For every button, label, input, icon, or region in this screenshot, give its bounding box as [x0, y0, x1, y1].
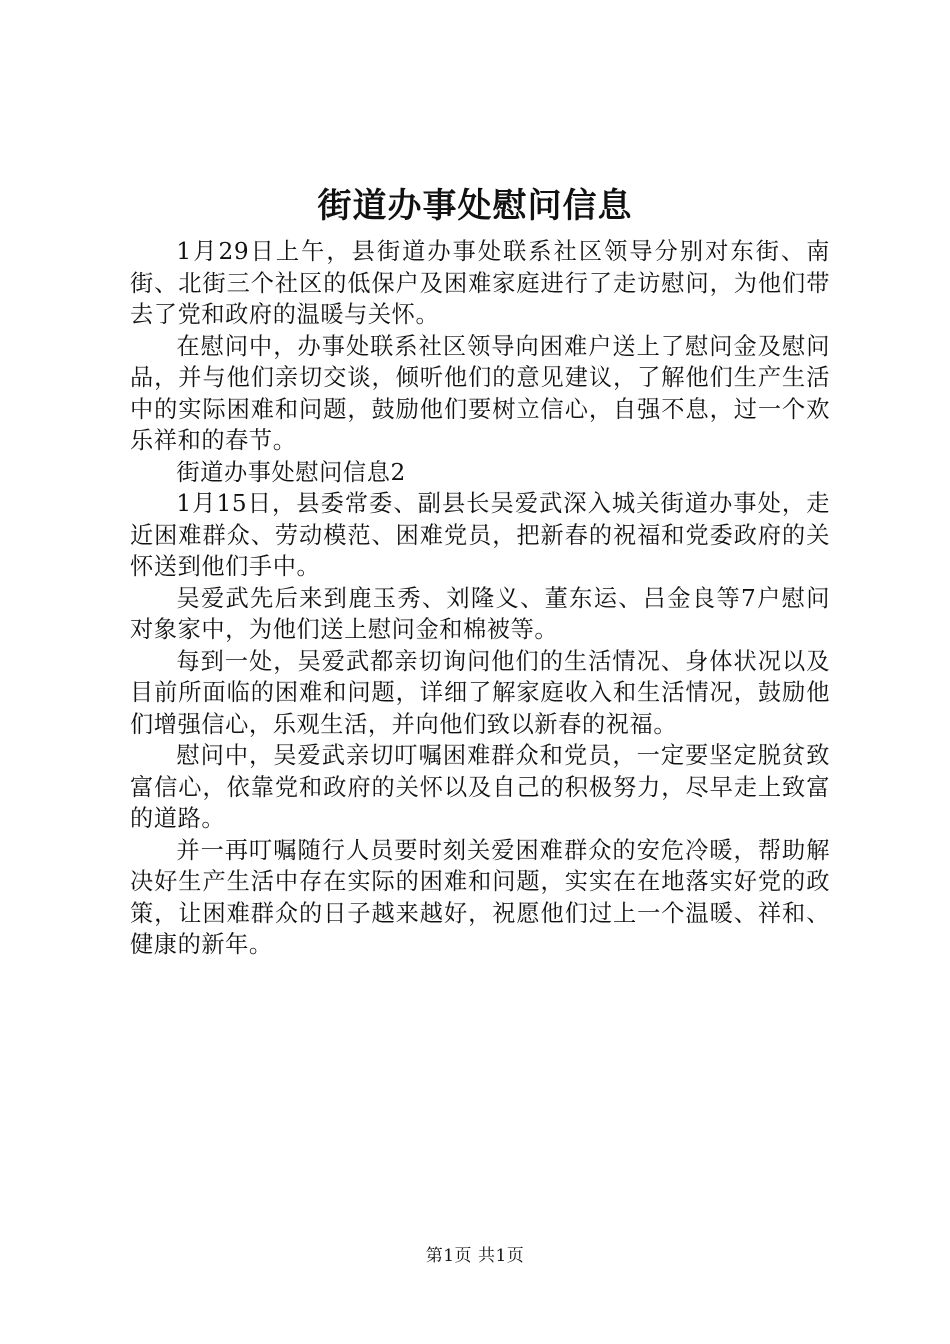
document-body: [130, 236, 830, 961]
paragraph-3: 1月15日，县委常委、副县长吴爱武深入城关街道办事处，走近困难群众、劳动模范、困难党员，把新春的祝福和党委政府的关怀送到他们手中。: [130, 490, 830, 580]
page-number-footer: 第1页 共1页: [425, 1246, 525, 1266]
paragraph-5: 每到一处，吴爱武都亲切询问他们的生活情况、身体状况以及目前所面临的困难和问题，详细了解家庭收入和生活情况，鼓励他们增强信心，乐观生活，并向他们致以新春的祝福。: [130, 647, 830, 738]
paragraph-7: 并一再叮嘱随行人员要时刻关爱困难群众的安危冷暖，帮助解决好生产生活中存在实际的困难和问题，实实在在地落实好党的政策，让困难群众的日子越来越好，祝愿他们过上一个温暖、祥和、健康的新年。: [130, 836, 830, 958]
paragraph-4: 吴爱武先后来到鹿玉秀、刘隆义、董东运、吕金良等7户慰问对象家中，为他们送上慰问金和棉被等。: [130, 584, 830, 643]
paragraph-1: 1月29日上午，县街道办事处联系社区领导分别对东街、南街、北街三个社区的低保户及困难家庭进行了走访慰问，为他们带去了党和政府的温暖与关怀。: [130, 238, 830, 328]
section-subheading: 街道办事处慰问信息2: [176, 458, 406, 486]
paragraph-6: 慰问中，吴爱武亲切叮嘱困难群众和党员，一定要坚定脱贫致富信心，依靠党和政府的关怀以及自己的积极努力，尽早走上致富的道路。: [130, 742, 830, 832]
document-title: 街道办事处慰问信息: [317, 186, 633, 226]
paragraph-2: 在慰问中，办事处联系社区领导向困难户送上了慰问金及慰问品，并与他们亲切交谈，倾听他们的意见建议，了解他们生产生活中的实际困难和问题，鼓励他们要树立信心，自强不息，过一个欢乐祥和的春节。: [130, 332, 830, 454]
